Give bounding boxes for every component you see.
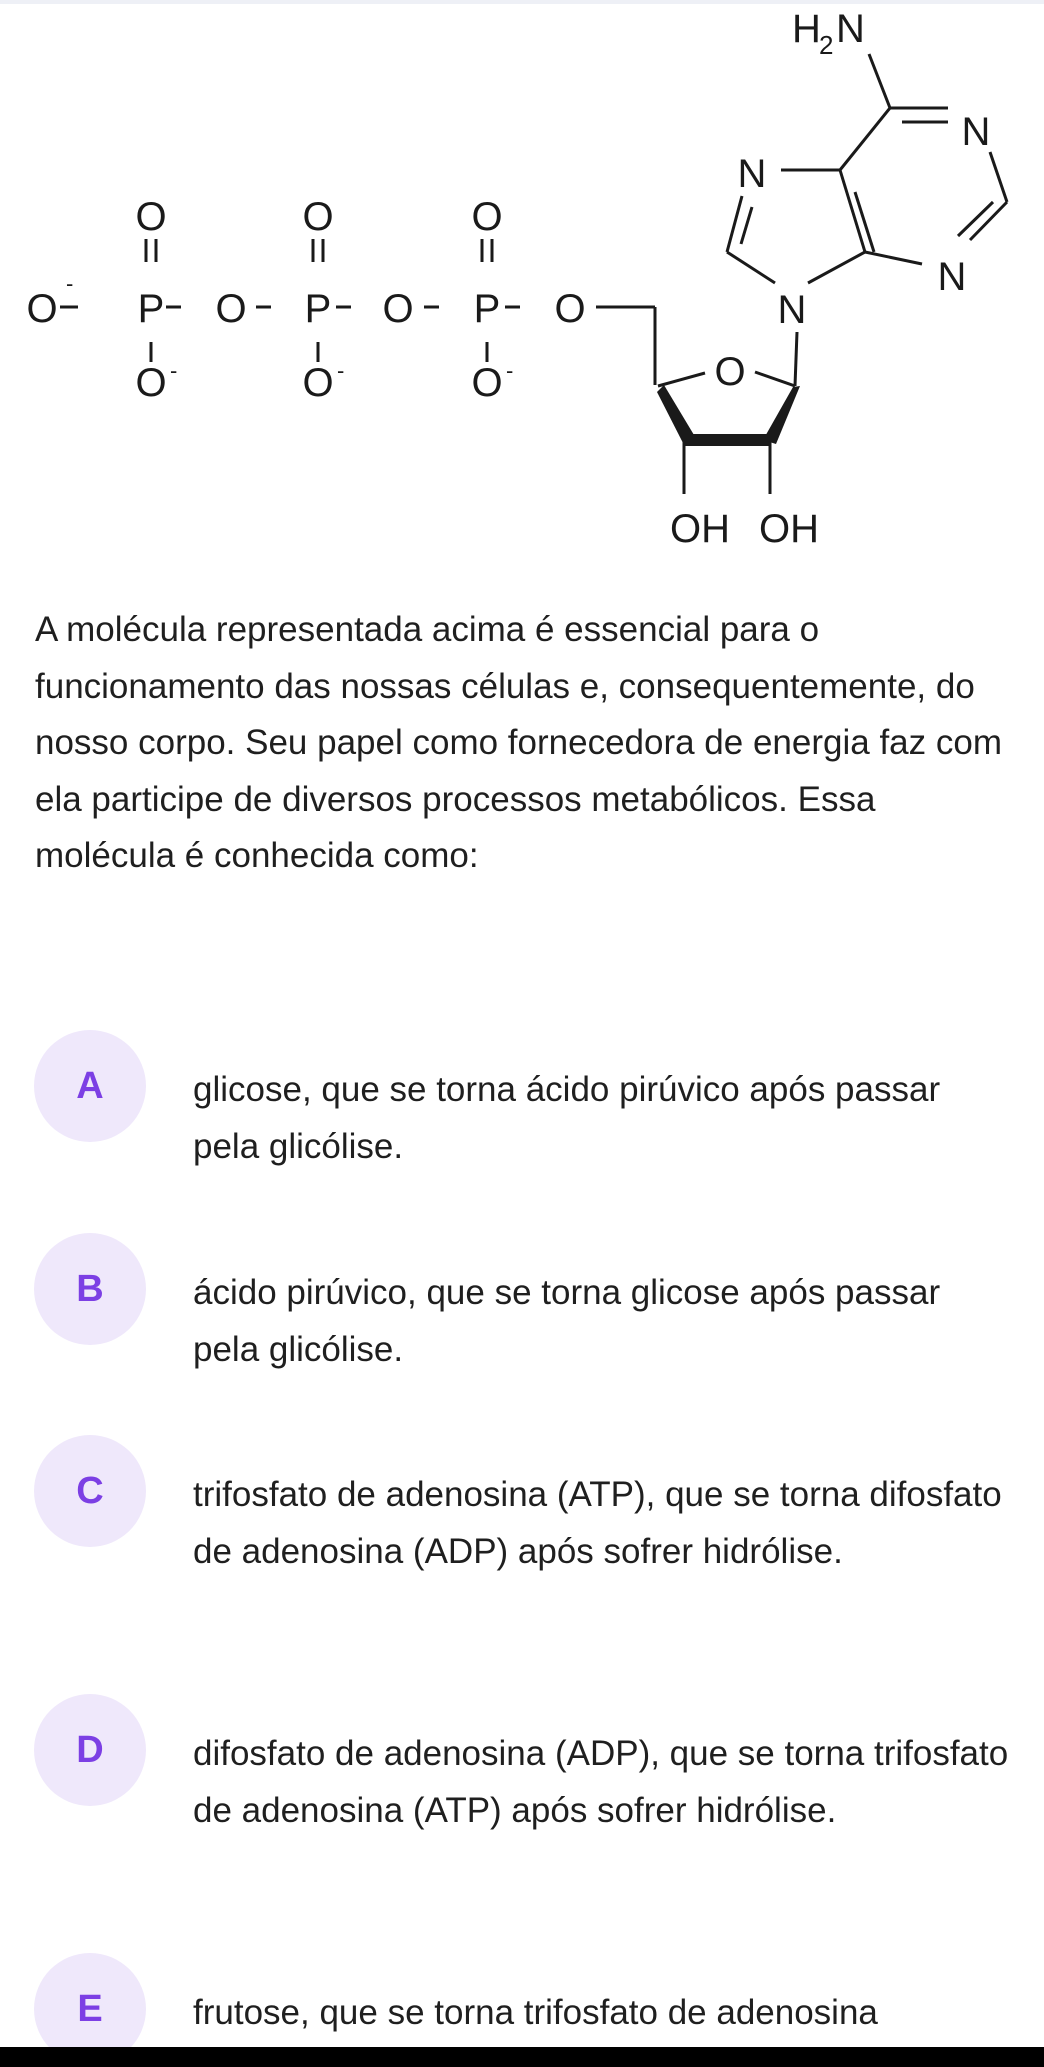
sugar-ring-oxygen: O — [714, 350, 746, 394]
bridge-oxygen-3: O — [554, 287, 586, 331]
phosphorus-1: P — [137, 287, 165, 331]
anion-charge-2: - — [170, 358, 178, 383]
amine-n: N — [836, 7, 865, 51]
anion-charge-1: - — [66, 271, 74, 296]
oxygen-double-3: O — [471, 195, 503, 239]
amine-subscript: 2 — [819, 30, 834, 60]
option-c-badge[interactable]: C — [34, 1435, 146, 1547]
nitrogen-1: N — [961, 110, 991, 154]
option-d-text[interactable]: difosfato de adenosina (ADP), que se torna trifosfato de adenosina (ATP) após sofrer hidrólise. — [193, 1734, 1009, 1830]
anion-charge-3: - — [337, 358, 345, 383]
option-c-text[interactable]: trifosfato de adenosina (ATP), que se torna difosfato de adenosina (ADP) após sofrer hidrólise. — [193, 1475, 1002, 1571]
option-e-text[interactable]: frutose, que se torna trifosfato de adenosina — [193, 1993, 878, 2032]
nitrogen-7: N — [737, 152, 767, 196]
oxygen-double-1: O — [135, 195, 167, 239]
nitrogen-3: N — [937, 255, 967, 299]
question-text: A molécula representada acima é essencial para o funcionamento das nossas células e, consequentemente, do nosso corpo. Seu papel como fornecedora de energia faz com ela participe de diversos processos metabólicos. Essa molécula é conhecida como: — [35, 610, 1002, 875]
oxygen-double-2: O — [302, 195, 334, 239]
atp-molecule-structure — [0, 0, 1044, 570]
hydroxyl-2: OH — [759, 507, 819, 551]
anion-oxygen-4: O — [471, 361, 503, 405]
phosphorus-3: P — [473, 287, 501, 331]
anion-oxygen-3: O — [302, 361, 334, 405]
bridge-oxygen-1: O — [215, 287, 247, 331]
bottom-bar — [0, 2047, 1044, 2067]
bridge-oxygen-2: O — [382, 287, 414, 331]
option-b-text[interactable]: ácido pirúvico, que se torna glicose após passar pela glicólise. — [193, 1273, 941, 1369]
hydroxyl-1: OH — [670, 507, 730, 551]
option-a-text[interactable]: glicose, que se torna ácido pirúvico após passar pela glicólise. — [193, 1070, 941, 1166]
nitrogen-9: N — [777, 288, 807, 332]
anion-oxygen-2: O — [135, 361, 167, 405]
option-e-badge[interactable]: E — [34, 1953, 146, 2065]
amine-h: H — [792, 7, 821, 51]
option-d-badge[interactable]: D — [34, 1694, 146, 1806]
option-b-badge[interactable]: B — [34, 1233, 146, 1345]
phosphorus-2: P — [304, 287, 332, 331]
anion-charge-4: - — [506, 358, 514, 383]
anion-oxygen-1: O — [26, 287, 58, 331]
option-a-badge[interactable]: A — [34, 1030, 146, 1142]
